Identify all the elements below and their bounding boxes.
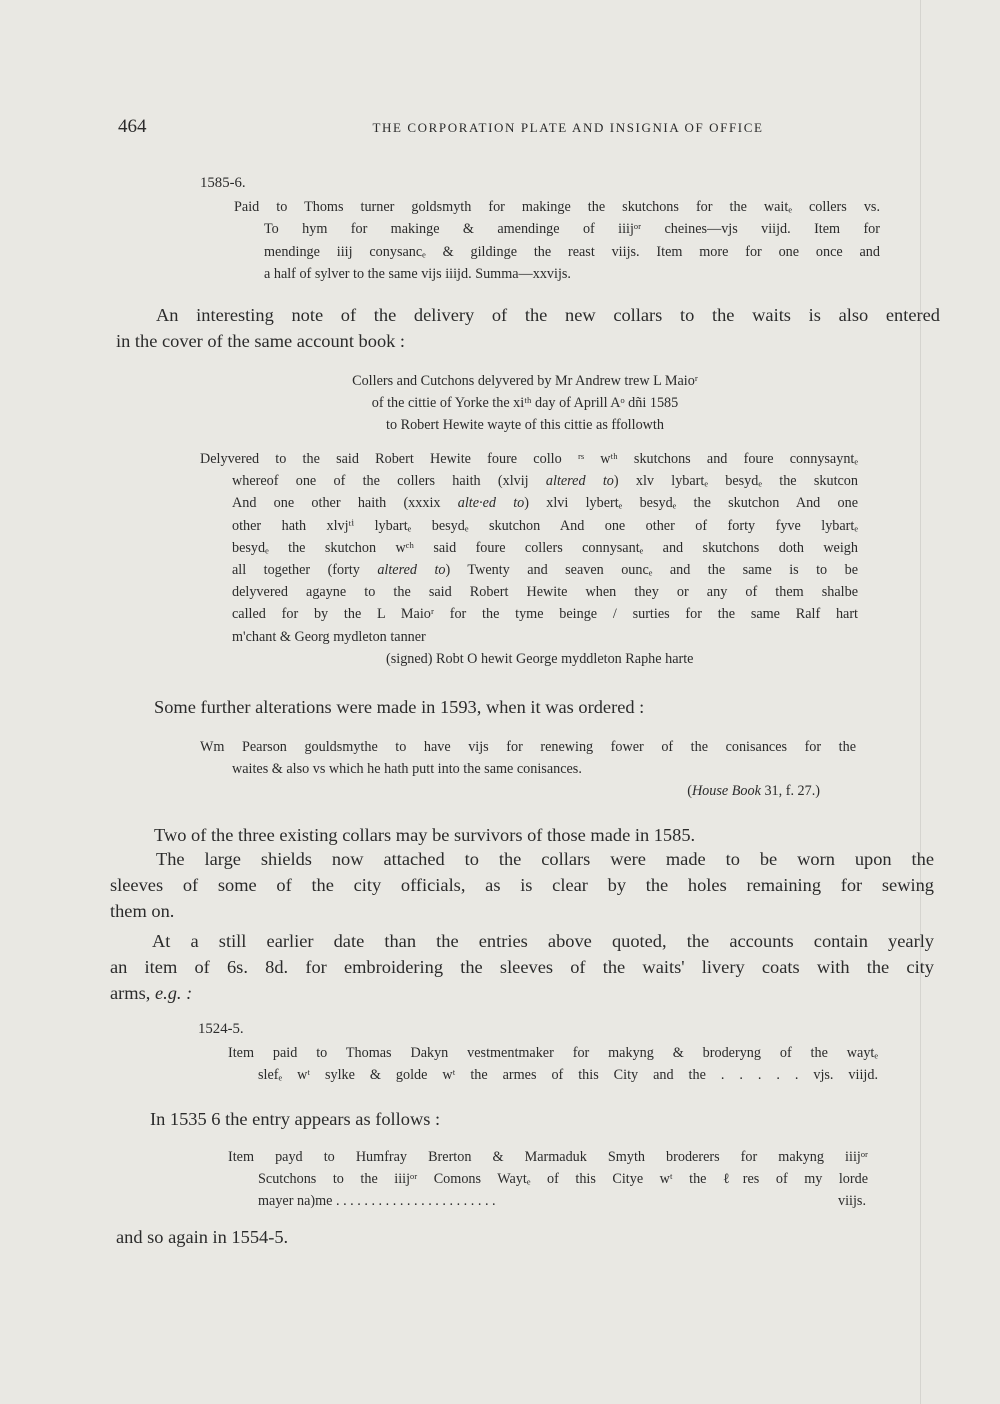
account-entry-1585 bbox=[200, 172, 880, 285]
entry-date: 1585-6. bbox=[200, 175, 246, 191]
record-line: m'chant & Georg mydleton tanner bbox=[232, 628, 426, 645]
order-line: waites & also vs which he hath putt into the same conisances. bbox=[232, 761, 582, 778]
account-entry-1535 bbox=[228, 1146, 868, 1213]
paragraph-line: An interesting note of the delivery of the new collars to the waits is also entered bbox=[156, 305, 940, 325]
paragraph-line: At a still earlier date than the entries above quoted, the accounts contain yearly bbox=[152, 931, 934, 951]
paragraph-line: sleeves of some of the city officials, as is clear by the holes remaining for sewing bbox=[110, 875, 934, 895]
entry-line: Item paid to Thomas Dakyn vestmentmaker for makyng & broderyng of the waytₑ bbox=[228, 1045, 878, 1062]
order-1593 bbox=[200, 736, 856, 803]
paragraph bbox=[150, 1106, 910, 1132]
record-line: Delyvered to the said Robert Hewite foure collo ʳˢ wᵗʰ skutchons and foure connysayntₑ bbox=[200, 451, 858, 467]
record-line: delyvered agayne to the said Robert Hewite when they or any of them shalbe bbox=[232, 584, 858, 601]
paragraph-line: arms, e.g. : bbox=[110, 983, 193, 1003]
paragraph bbox=[110, 846, 934, 924]
running-title: THE CORPORATION PLATE AND INSIGNIA OF OFFICE bbox=[372, 120, 764, 135]
quote-heading-line: Collers and Cutchons delyvered by Mr Andrew trew L Maioʳ bbox=[352, 373, 698, 389]
paragraph bbox=[110, 928, 934, 1006]
paragraph bbox=[116, 1224, 876, 1250]
record-line: besydₑ the skutchon wᶜʰ said foure collers connysantₑ and skutchons doth weigh bbox=[232, 539, 858, 556]
entry-line: slefₑ wᵗ sylke & golde wᵗ the armes of this City and the . . . . . vjs. viijd. bbox=[258, 1067, 878, 1084]
record-line: other hath xlvjᵗⁱ lybartₑ besydₑ skutchon And one other of forty fyve lybartₑ bbox=[232, 517, 858, 534]
entry-line: Paid to Thoms turner goldsmyth for makinge the skutchons for the waitₑ collers vs. bbox=[234, 199, 880, 216]
paragraph-line: an item of 6s. 8d. for embroidering the sleeves of the waits' livery coats with the city bbox=[110, 957, 934, 977]
order-line: Wm Pearson gouldsmythe to have vijs for renewing fower of the conisances for the bbox=[200, 739, 856, 755]
paragraph-line: them on. bbox=[110, 901, 175, 921]
paragraph-line: Some further alterations were made in 1593, when it was ordered : bbox=[154, 697, 645, 717]
delivery-record bbox=[200, 448, 858, 670]
citation: (House Book 31, f. 27.) bbox=[687, 783, 820, 800]
paragraph-line: and so again in 1554-5. bbox=[116, 1227, 289, 1247]
paragraph bbox=[116, 302, 940, 354]
binding-shadow bbox=[920, 0, 921, 1404]
entry-line: a half of sylver to the same vijs iiijd. Summa—xxvijs. bbox=[264, 265, 571, 282]
page-header bbox=[118, 116, 958, 144]
paragraph bbox=[116, 822, 940, 848]
entry-line: To hym for makinge & amendinge of iiijᵒʳ cheines—vjs viijd. Item for bbox=[264, 221, 880, 238]
quote-heading-line: to Robert Hewite wayte of this cittie as ffollowth bbox=[386, 417, 664, 434]
page-number: 464 bbox=[118, 116, 147, 137]
record-line: all together (forty altered to) Twenty and seaven ouncₑ and the same is to be bbox=[232, 562, 858, 579]
record-line: whereof one of the collers haith (xlvij altered to) xlv lybartₑ besydₑ the skutcon bbox=[232, 473, 858, 490]
paragraph-line: in the cover of the same account book : bbox=[116, 331, 406, 351]
entry-line: mayer na)me . . . . . . . . . . . . . . . . . . . . . . . viijs. bbox=[258, 1193, 866, 1210]
paragraph-line: The large shields now attached to the collars were made to be worn upon the bbox=[156, 849, 934, 869]
quote-heading-line: of the cittie of Yorke the xiᵗʰ day of Aprill Aᵒ dñi 1585 bbox=[371, 395, 679, 412]
account-entry-1524 bbox=[198, 1018, 878, 1087]
signatures: (signed) Robt O hewit George myddleton Raphe harte bbox=[386, 650, 694, 667]
entry-date: 1524-5. bbox=[198, 1021, 244, 1037]
record-line: And one other haith (xxxix alte·ed to) xlvi lybertₑ besydₑ the skutchon And one bbox=[232, 495, 859, 512]
entry-line: Scutchons to the iiijᵒʳ Comons Waytₑ of this Citye wᵗ the ℓres of my lorde bbox=[258, 1171, 868, 1188]
entry-line: mendinge iiij conysancₑ & gildinge the reast viijs. Item more for one once and bbox=[264, 243, 880, 260]
quote-heading bbox=[200, 370, 880, 437]
record-line: called for by the L Maioʳ for the tyme beinge / surties for the same Ralf hart bbox=[232, 606, 858, 623]
paragraph-line: In 1535 6 the entry appears as follows : bbox=[150, 1109, 441, 1129]
entry-line: Item payd to Humfray Brerton & Marmaduk Smyth broderers for makyng iiijᵒʳ bbox=[228, 1149, 868, 1165]
paragraph bbox=[154, 694, 914, 720]
paragraph-line: Two of the three existing collars may be survivors of those made in 1585. bbox=[154, 825, 696, 845]
